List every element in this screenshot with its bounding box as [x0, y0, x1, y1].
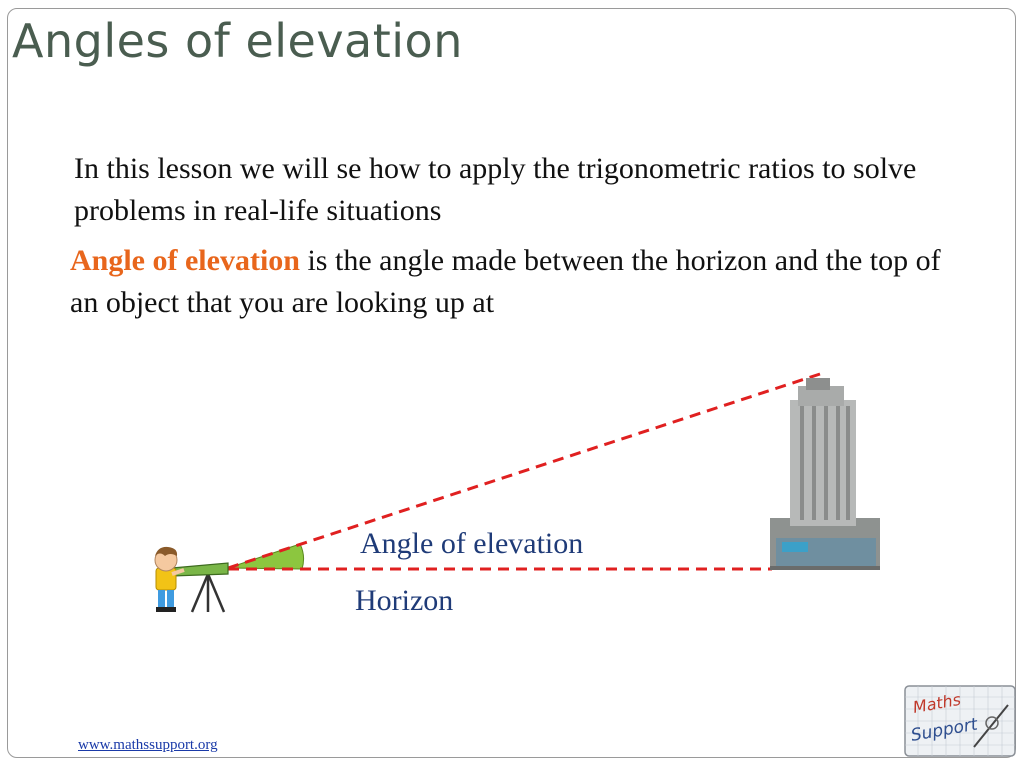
- svg-text:Maths: Maths: [911, 689, 963, 717]
- definition-term: Angle of elevation: [70, 244, 300, 277]
- maths-support-logo: [904, 685, 1016, 757]
- intro-paragraph: In this lesson we will se how to apply the trigonometric ratios to solve problems in real-life situations: [74, 152, 917, 227]
- horizon-label: Horizon: [355, 584, 454, 617]
- website-link[interactable]: www.mathssupport.org: [78, 737, 218, 753]
- definition-text: is the angle made between the horizon and the top of an object that you are looking up at: [70, 244, 941, 319]
- building-illustration: [770, 378, 880, 570]
- observer-with-telescope: [155, 547, 228, 612]
- svg-text:Support: Support: [909, 714, 980, 746]
- slide-title: Angles of elevation: [12, 14, 463, 68]
- angle-label: Angle of elevation: [360, 527, 584, 560]
